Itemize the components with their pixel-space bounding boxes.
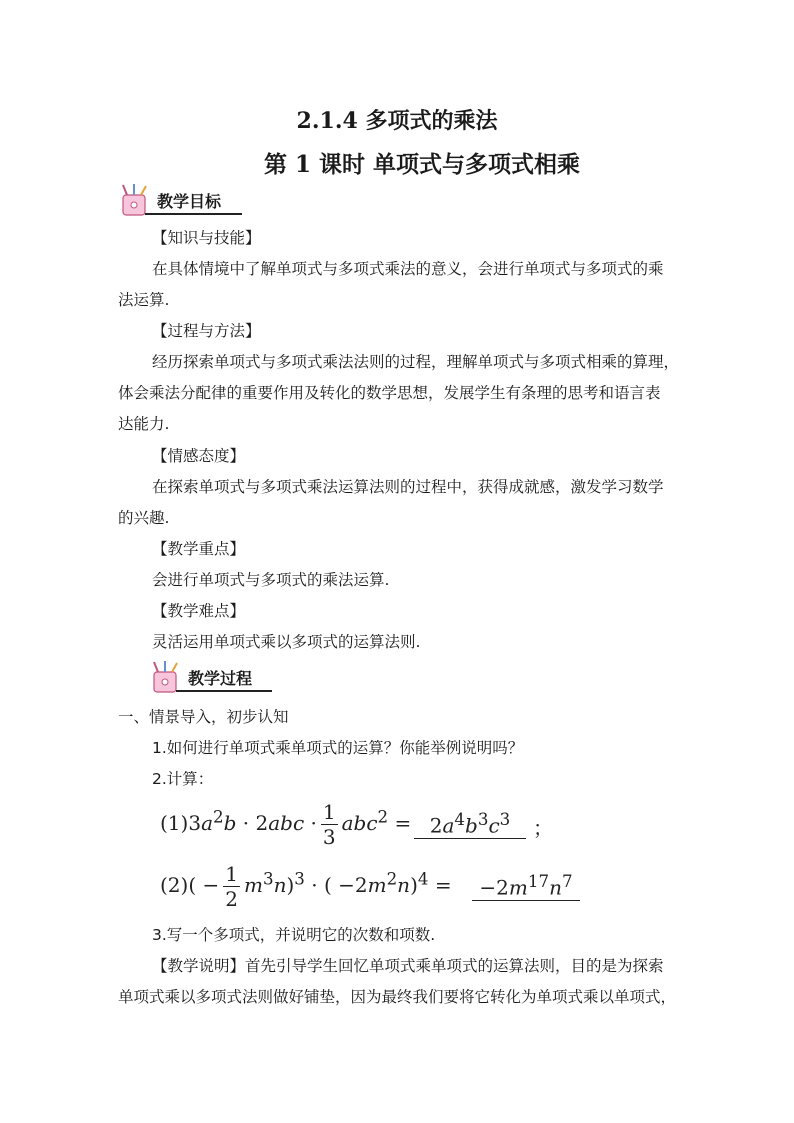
question-1: 1.如何进行单项式乘单项式的运算？你能举例说明吗？ [152,739,524,757]
paragraph-line: 经历探索单项式与多项式乘法法则的过程，理解单项式与多项式相乘的算理， [152,353,680,371]
heading-key-points: 【教学重点】 [152,540,246,558]
paragraph-line: 达能力. [118,415,170,433]
paragraph-line: 会进行单项式与多项式的乘法运算. [152,571,390,589]
paragraph-line: 【教学说明】首先引导学生回忆单项式乘单项式的运算法则，目的是为探索 [152,957,664,975]
question-3: 3.写一个多项式，并说明它的次数和项数. [152,926,436,944]
badge-label: 教学过程 [188,669,253,688]
paragraph-line: 法运算. [118,291,170,309]
badge-label: 教学目标 [157,192,222,211]
paragraph-line: 灵活运用单项式乘以多项式的运算法则. [152,633,421,651]
section-title: 2.1.4 多项式的乘法 [296,108,498,134]
paragraph-line: 的兴趣. [118,509,170,527]
paragraph-line: 在探索单项式与多项式乘法运算法则的过程中，获得成就感，激发学习数学 [152,478,664,496]
heading-emotion: 【情感态度】 [152,447,246,465]
equation-2: (2)( − $\frac{1}{2}$ $m^3n)^3$ · ( $-2m^2n)^4$ = [160,862,452,911]
answer-1: $2a^4b^3c^3$ [414,810,526,839]
badge-process [148,660,272,694]
badge-objectives [117,183,242,217]
equation-1: $(1)3a^2b \cdot 2abc$ · $\frac{1}{3}$ abc$^2$ = [160,800,412,849]
semicolon: ； [533,816,553,840]
pencil-cup-icon [148,660,182,694]
pencil-cup-icon [117,183,151,217]
lesson-title: 第 1 课时 单项式与多项式相乘 [263,151,581,178]
heading-difficult-points: 【教学难点】 [152,602,246,620]
badge-underline [145,213,242,215]
paragraph-line: 体会乘法分配律的重要作用及转化的数学思想，发展学生有条理的思考和语言表 [118,384,661,402]
badge-underline [176,690,272,692]
question-2: 2.计算： [152,770,214,788]
intro-heading: 一、情景导入，初步认知 [118,708,289,726]
paragraph-line: 在具体情境中了解单项式与多项式乘法的意义，会进行单项式与多项式的乘 [152,260,664,278]
heading-knowledge: 【知识与技能】 [152,229,261,247]
paragraph-line: 单项式乘以多项式法则做好铺垫，因为最终我们要将它转化为单项式乘以单项式， [118,988,677,1006]
heading-method: 【过程与方法】 [152,322,261,340]
answer-2: $-2m^{17}n^7$ [472,872,580,901]
